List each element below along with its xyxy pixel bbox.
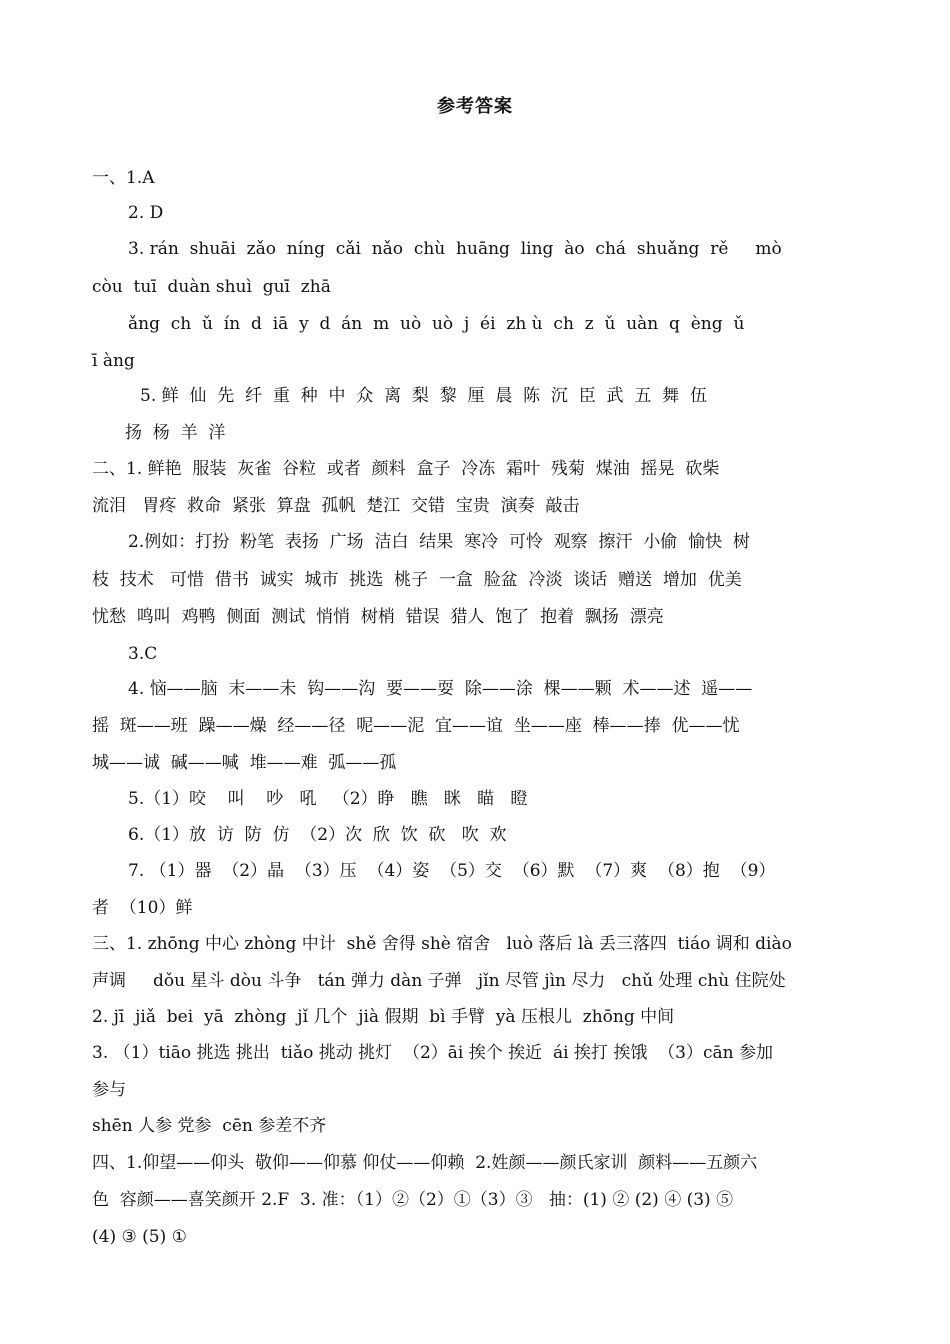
answer-line: 2. D bbox=[128, 203, 164, 223]
answer-line: 色 容颜——喜笑颜开 2.F 3. 准：（1）②（2）①（3）③ 抽：(1) ② (2) ④ (3) ⑤ bbox=[92, 1190, 734, 1210]
page-title: 参考答案 bbox=[437, 96, 513, 117]
answer-line: 3. （1）tiāo 挑选 挑出 tiǎo 挑动 挑灯 （2）āi 挨个 挨近 ái 挨打 挨饿 （3）cān 参加 bbox=[92, 1043, 773, 1063]
answer-line: ī àng bbox=[92, 351, 135, 371]
answer-line: 2.例如：打扮 粉笔 表扬 广场 洁白 结果 寒冷 可怜 观察 擦汗 小偷 愉快 树 bbox=[128, 532, 750, 552]
answer-line: 5. 鲜 仙 先 纤 重 种 中 众 离 梨 黎 厘 晨 陈 沉 臣 武 五 舞 伍 bbox=[140, 386, 707, 406]
answer-line: 2. jī jiǎ bei yā zhòng jǐ 几个 jià 假期 bì 手臂 yà 压根儿 zhōng 中间 bbox=[92, 1007, 675, 1027]
answer-line: 4. 恼——脑 末——未 钩——沟 要——耍 除——涂 棵——颗 术——述 遥—— bbox=[128, 679, 753, 699]
answer-line: 者 （10）鲜 bbox=[92, 898, 193, 918]
answer-line: 扬 杨 羊 洋 bbox=[125, 423, 226, 443]
answer-line: 枝 技术 可惜 借书 诚实 城市 挑选 桃子 一盒 脸盆 冷淡 谈话 赠送 增加 优美 bbox=[92, 570, 742, 590]
answer-line: 声调 dǒu 星斗 dòu 斗争 tán 弹力 dàn 子弹 jǐn 尽管 jìn 尽力 chǔ 处理 chù 住院处 bbox=[92, 971, 786, 991]
answer-line: 3.C bbox=[128, 644, 158, 664]
answer-line: 摇 斑——班 躁——燥 经——径 呢——泥 宜——谊 坐——座 棒——捧 优——忧 bbox=[92, 716, 740, 736]
answer-line: 7. （1）器 （2）晶 （3）压 （4）姿 （5）交 （6）默 （7）爽 （8）抱 （9） bbox=[128, 861, 776, 881]
answer-line: (4) ③ (5) ① bbox=[92, 1227, 187, 1247]
answer-line: 流泪 胃疼 救命 紧张 算盘 孤帆 楚江 交错 宝贵 演奏 敲击 bbox=[92, 496, 580, 516]
answer-line: 参与 bbox=[92, 1080, 126, 1100]
answer-line: còu tuī duàn shuì guī zhā bbox=[92, 277, 331, 297]
answer-line: 二、1. 鲜艳 服装 灰雀 谷粒 或者 颜料 盒子 冷冻 霜叶 残菊 煤油 摇晃 砍柴 bbox=[92, 459, 720, 479]
answer-line: 6.（1）放 访 防 仿 （2）次 欣 饮 砍 吹 欢 bbox=[128, 825, 507, 845]
answer-line: 3. rán shuāi zǎo níng cǎi nǎo chù huāng ling ào chá shuǎng rě mò bbox=[128, 239, 782, 259]
answer-line: ǎng ch ǔ ín d iā y d án m uò uò j éi zh ù ch z ǔ uàn q èng ǔ bbox=[128, 314, 745, 334]
answer-line: 5.（1）咬 叫 吵 吼 （2）睁 瞧 眯 瞄 瞪 bbox=[128, 789, 528, 809]
answer-line: 城——诚 碱——喊 堆——难 弧——孤 bbox=[92, 753, 397, 773]
answer-line: shēn 人参 党参 cēn 参差不齐 bbox=[92, 1116, 327, 1136]
answer-line: 一、1.A bbox=[92, 168, 155, 188]
answer-line: 四、1.仰望——仰头 敬仰——仰慕 仰仗——仰赖 2.姓颜——颜氏家训 颜料——五颜六 bbox=[92, 1153, 758, 1173]
answer-line: 忧愁 鸣叫 鸡鸭 侧面 测试 悄悄 树梢 错误 猎人 饱了 抱着 飘扬 漂亮 bbox=[92, 607, 664, 627]
answer-line: 三、1. zhōng 中心 zhòng 中计 shě 舍得 shè 宿舍 luò 落后 là 丢三落四 tiáo 调和 diào bbox=[92, 934, 792, 954]
